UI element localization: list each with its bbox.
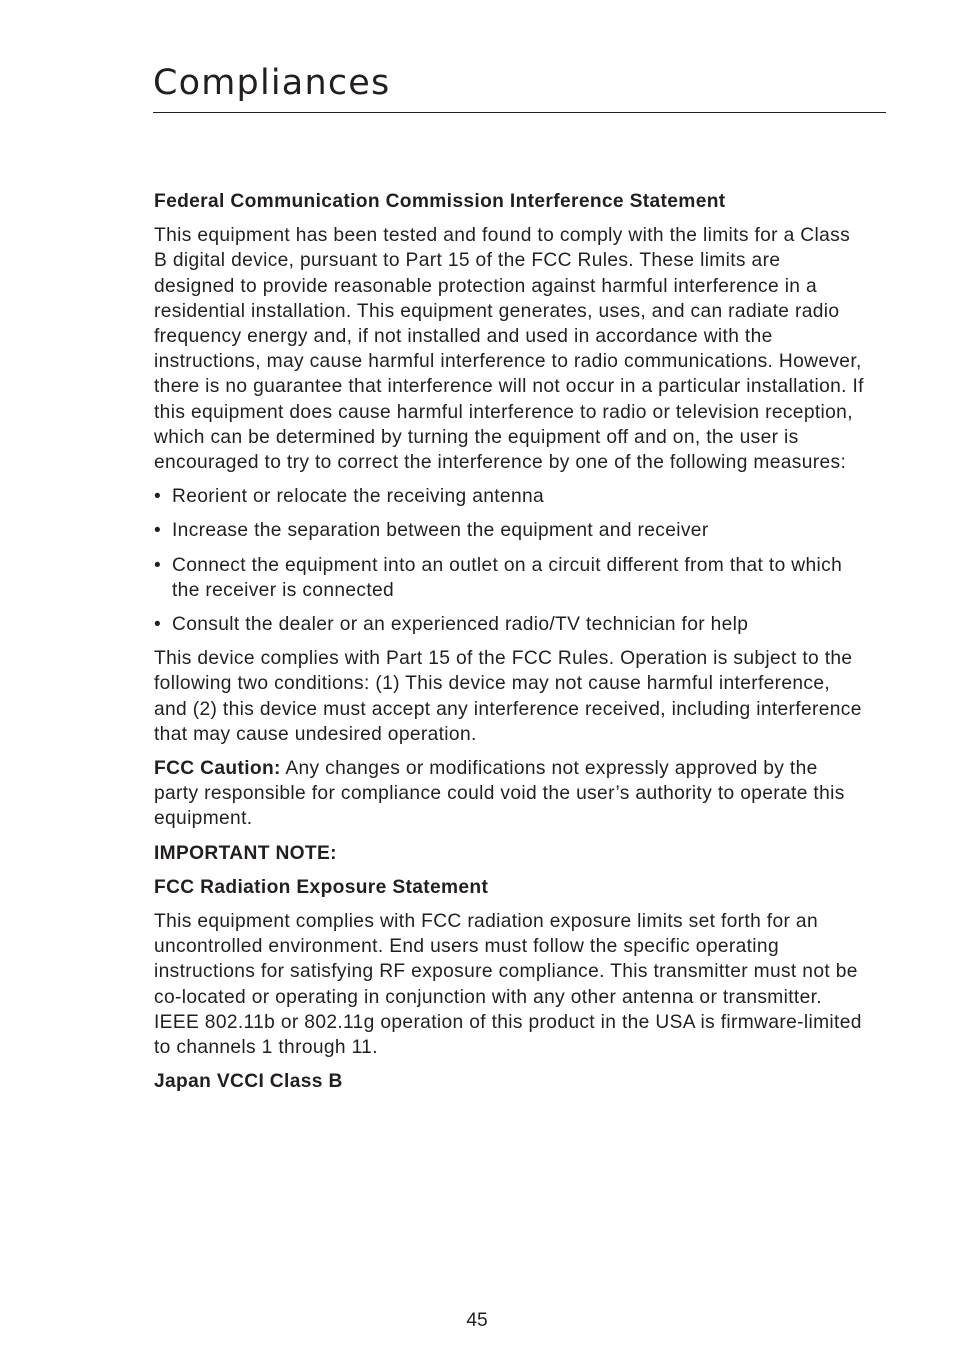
compliance-content bbox=[154, 189, 866, 1104]
japan-vcci-heading: Japan VCCI Class B bbox=[154, 1071, 343, 1093]
part15-paragraph: This device complies with Part 15 of the FCC Rules. Operation is subject to the following two conditions: (1) This device may not cause harmful interference, and (2) this device must accept any interference received, including interference that may cause undesired operation. bbox=[154, 648, 862, 745]
radiation-heading: FCC Radiation Exposure Statement bbox=[154, 876, 489, 898]
title-divider bbox=[153, 112, 886, 113]
bullet-icon: • bbox=[154, 554, 162, 576]
important-note-heading: IMPORTANT NOTE: bbox=[154, 842, 337, 864]
list-item bbox=[154, 553, 866, 603]
radiation-paragraph: This equipment complies with FCC radiation exposure limits set forth for an uncontrolled environment. End users must follow the specific operating instructions for satisfying RF exposure compliance. This transmitter must not be co-located or operating in conjunction with any other antenna or transmitter. IEEE 802.11b or 802.11g operation of this product in the USA is firmware-limited to channels 1 through 11. bbox=[154, 911, 862, 1059]
measure-text: Increase the separation between the equipment and receiver bbox=[172, 520, 709, 542]
fcc-heading: Federal Communication Commission Interference Statement bbox=[154, 191, 726, 212]
page-title: Compliances bbox=[153, 63, 391, 103]
caution-text: Any changes or modifications not expressly approved by the party responsible for compliance could void the user’s authority to operate this equipment. bbox=[154, 758, 845, 830]
list-item bbox=[154, 484, 866, 509]
fcc-intro-paragraph: This equipment has been tested and found to comply with the limits for a Class B digital device, pursuant to Part 15 of the FCC Rules. These limits are designed to provide reasonable protection against harmful interference in a residential installation. This equipment generates, uses, and can radiate radio frequency energy and, if not installed and used in accordance with the instructions, may cause harmful interference to radio communications. However, there is no guarantee that interference will not occur in a particular installation. If this equipment does cause harmful interference to radio or television reception, which can be determined by turning the equipment off and on, the user is encouraged to try to correct the interference by one of the following measures: bbox=[154, 225, 864, 474]
page-number: 45 bbox=[466, 1310, 488, 1331]
bullet-icon: • bbox=[154, 486, 162, 508]
measure-text: Connect the equipment into an outlet on a circuit different from that to which the receiver is connected bbox=[172, 554, 843, 601]
measure-text: Consult the dealer or an experienced radio/TV technician for help bbox=[172, 614, 749, 636]
bullet-icon: • bbox=[154, 614, 162, 636]
list-item bbox=[154, 518, 866, 543]
fcc-caution-paragraph bbox=[154, 756, 866, 832]
measures-list bbox=[154, 484, 866, 637]
measure-text: Reorient or relocate the receiving antenna bbox=[172, 486, 545, 508]
caution-label: FCC Caution: bbox=[154, 758, 281, 780]
bullet-icon: • bbox=[154, 520, 162, 542]
list-item bbox=[154, 612, 866, 637]
